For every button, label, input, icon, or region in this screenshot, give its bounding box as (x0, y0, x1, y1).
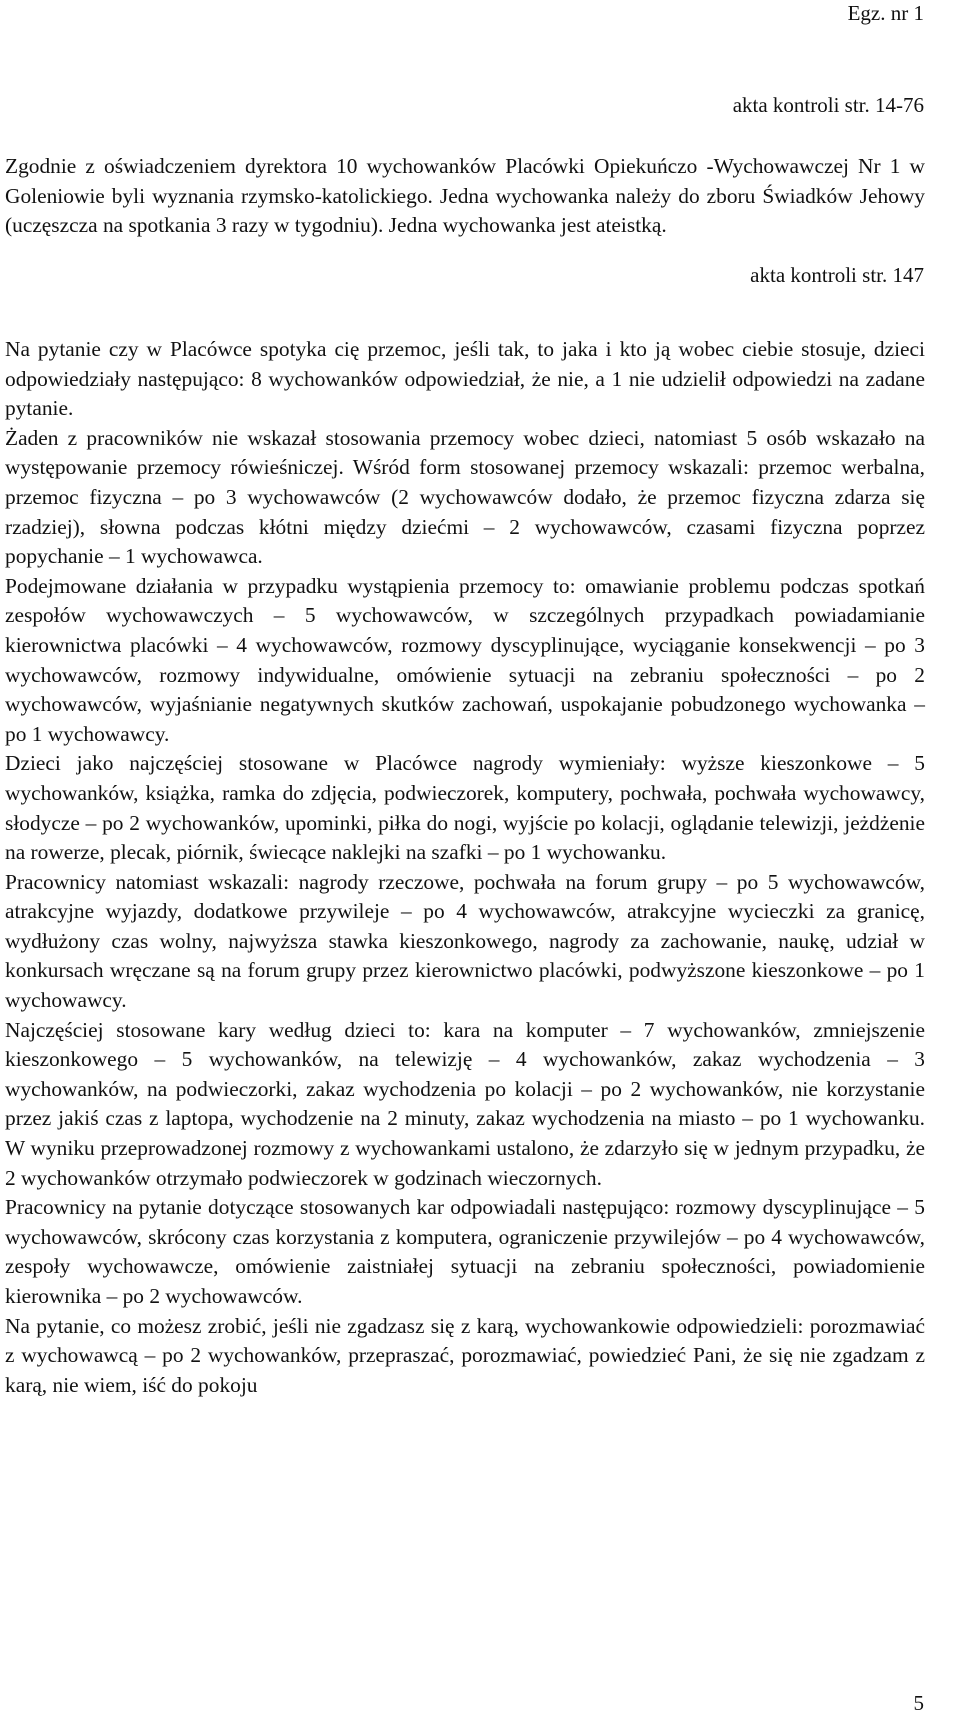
paragraph: Żaden z pracowników nie wskazał stosowania przemocy wobec dzieci, natomiast 5 osób wskazało na występowanie przemocy rówieśniczej. Wśród form stosowanej przemocy wskazali: przemoc werbalna, przemoc fizyczna – po 3 wychowawców (2 wychowawców dodało, że przemoc fizyczna zdarza się rzadziej), słowna podczas kłótni między dziećmi – 2 wychowawców, czasami fizyczna poprzez popychanie – 1 wychowawca. (5, 425, 925, 569)
page-number: 5 (913, 1691, 924, 1715)
paragraph: Dzieci jako najczęściej stosowane w Placówce nagrody wymieniały: wyższe kieszonkowe – 5 wychowanków, książka, ramka do zdjęcia, podwieczorek, komputery, pochwała, pochwała wychowawcy, słodycze – po 2 wychowanków, upominki, piłka do nogi, wyjście po kolacji, oglądanie telewizji, jeżdżenie na rowerze, plecak, piórnik, świecące naklejki na szafki – po 1 wychowanku. (5, 751, 925, 865)
paragraph: Zgodnie z oświadczeniem dyrektora 10 wychowanków Placówki Opiekuńczo -Wychowawczej Nr 1 w Goleniowie byli wyznania rzymsko-katolickiego. Jedna wychowanka należy do zboru Świadków Jehowy (uczęszcza na spotkania 3 razy w tygodniu). Jedna wychowanka jest ateistką. (5, 154, 925, 238)
paragraph: Pracownicy na pytanie dotyczące stosowanych kar odpowiadali następująco: rozmowy dyscyplinujące – 5 wychowawców, skrócony czas korzystania z komputera, ograniczenie przywilejów – po 4 wychowawców, zespoły wychowawcze, omówienie zaistniałej sytuacji na zebraniu społeczności, powiadomienie kierownika – po 2 wychowawców. (5, 1195, 925, 1308)
paragraph: Pracownicy natomiast wskazali: nagrody rzeczowe, pochwała na forum grupy – po 5 wychowawców, atrakcyjne wyjazdy, dodatkowe przywileje – po 4 wychowawców, atrakcyjne wycieczki za granicę, wydłużony czas wolny, najwyższa stawka kieszonkowego, nagrody za zachowanie, naukę, udział w konkursach wręczane są na forum grupy przez kierownictwo placówki, podwyższone kieszonkowe – po 1 wychowawcy. (5, 869, 925, 1013)
paragraph: Najczęściej stosowane kary według dzieci to: kara na komputer – 7 wychowanków, zmniejszenie kieszonkowego – 5 wychowanków, na telewizję – 4 wychowanków, zakaz wychodzenia – 3 wychowanków, na podwieczorki, zakaz wychodzenia po kolacji – po 2 wychowanków, nie korzystanie przez jakiś czas z laptopa, wychodzenie na 2 minuty, zakaz wychodzenia na miasto – po 1 wychowanku. W wyniku przeprowadzonej rozmowy z wychowankami ustalono, że zdarzyło się w jednym przypadku, że 2 wychowanków otrzymało podwieczorek w godzinach wieczornych. (5, 1017, 925, 1190)
reference-note: akta kontroli str. 147 (750, 263, 924, 287)
reference-note: akta kontroli str. 14-76 (732, 93, 924, 117)
paragraph: Na pytanie czy w Placówce spotyka cię przemoc, jeśli tak, to jaka i kto ją wobec ciebie stosuje, dzieci odpowiedziały następująco: 8 wychowanków odpowiedział, że nie, a 1 nie udzielił odpowiedzi na zadane pytanie. (5, 337, 925, 421)
copy-number-label: Egz. nr 1 (847, 1, 924, 25)
paragraph: Na pytanie, co możesz zrobić, jeśli nie zgadzasz się z karą, wychowankowie odpowiedzieli: porozmawiać z wychowawcą – po 2 wychowanków, przepraszać, porozmawiać, powiedzieć Pani, że się nie zgadzam z karą, nie wiem, iść do pokoju (5, 1313, 925, 1397)
text-block-religion (5, 152, 925, 241)
text-block-survey (5, 335, 925, 1400)
paragraph: Podejmowane działania w przypadku wystąpienia przemocy to: omawianie problemu podczas spotkań zespołów wychowawczych – 5 wychowawców, w szczególnych przypadkach powiadamianie kierownictwa placówki – 4 wychowawców, rozmowy dyscyplinujące, wyciąganie konsekwencji – po 3 wychowawców, rozmowy indywidualne, omówienie sytuacji na zebraniu społeczności – po 2 wychowawców, wyjaśnianie negatywnych skutków zachowań, uspokajanie pobudzonego wychowanka – po 1 wychowawcy. (5, 573, 925, 746)
